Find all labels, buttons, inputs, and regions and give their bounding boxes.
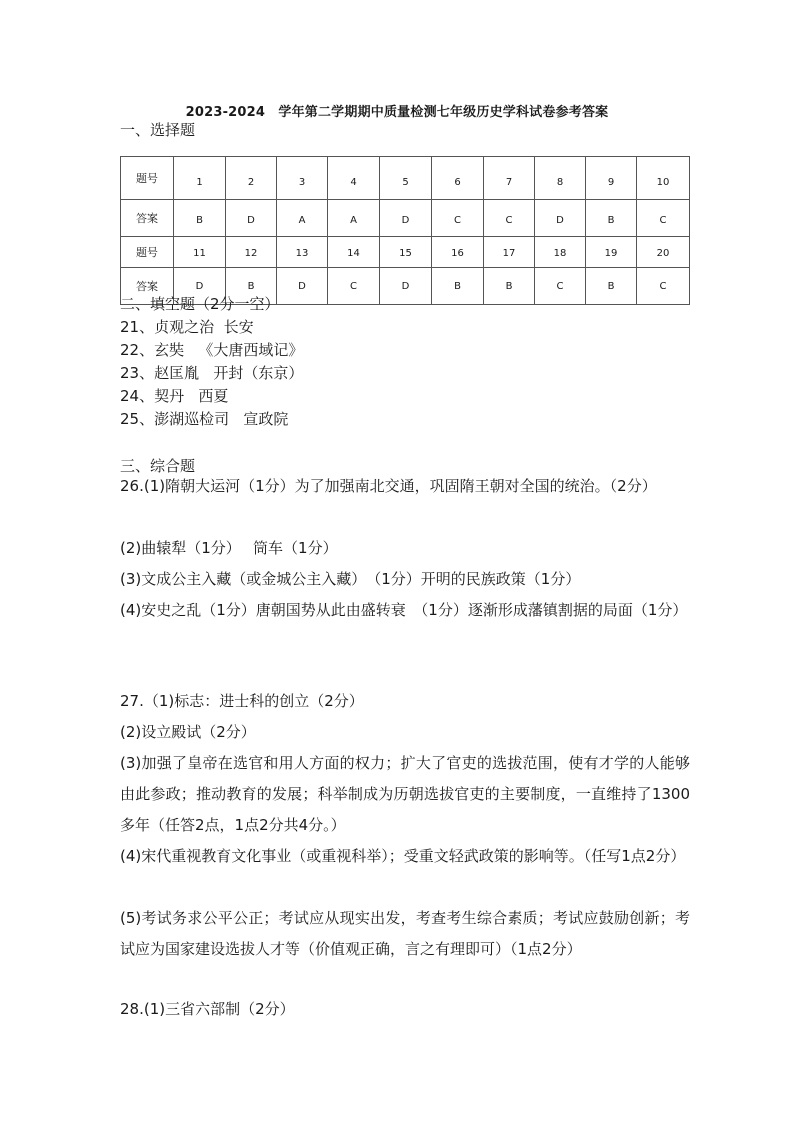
answer-cell: A [328,200,380,237]
question-number-cell: 6 [432,157,484,200]
list-item: 22、玄奘 《大唐西域记》 [120,341,304,359]
q26-part3: (3)文成公主入藏（或金城公主入藏） （1分）开明的民族政策（1分） [120,570,581,588]
q27-part4: (4)宋代重视教育文化事业（或重视科举）；受重文轻武政策的影响等。（任写1点2分） [120,847,686,865]
q28-part1: 28.(1)三省六部制（2分） [120,1000,295,1018]
fill-blank-list [120,316,303,431]
q26-part4: (4)安史之乱（1分）唐朝国势从此由盛转衰 （1分）逐渐形成藩镇割据的局面（1分） [120,601,688,619]
answer-cell: D [277,268,328,305]
question-number-cell: 9 [586,157,637,200]
question-number-cell: 11 [174,237,226,268]
list-item: 21、贞观之治 长安 [120,318,254,336]
answer-cell: B [226,268,277,305]
answer-cell: B [484,268,535,305]
question-number-cell: 12 [226,237,277,268]
section-heading-choice: 一、选择题 [120,121,196,139]
question-number-cell: 1 [174,157,226,200]
answer-cell: C [637,200,690,237]
answer-cell: B [586,268,637,305]
q27-part3: (3)加强了皇帝在选官和用人方面的权力；扩大了官吏的选拔范围，使有才学的人能够由此参政；推动教育的发展；科举制成为历朝选拔官吏的主要制度，一直维持了1300多年（任答2点，1点2分共4分。） [120,754,690,834]
answer-cell: C [637,268,690,305]
answer-cell: B [432,268,484,305]
answer-cell: C [484,200,535,237]
choice-answer-table [120,156,690,305]
q27-part1: 27.（1)标志：进士科的创立（2分） [120,692,364,710]
question-number-cell: 13 [277,237,328,268]
answer-cell: D [174,268,226,305]
q27-part5: (5)考试务求公平公正；考试应从现实出发，考查考生综合素质；考试应鼓励创新；考试应为国家建设选拔人才等（价值观正确，言之有理即可）（1点2分） [120,909,690,958]
question-number-cell: 18 [535,237,586,268]
row-label-number: 题号 [121,157,174,200]
list-item: 24、契丹 西夏 [120,387,229,405]
answer-cell: B [174,200,226,237]
answer-cell: C [432,200,484,237]
section-heading-comprehensive: 三、综合题 [120,457,196,475]
answer-cell: D [535,200,586,237]
question-number-cell: 15 [380,237,432,268]
answer-cell: B [586,200,637,237]
answer-cell: D [380,200,432,237]
row-label-answer: 答案 [121,268,174,305]
list-item: 25、澎湖巡检司 宣政院 [120,410,289,428]
question-number-cell: 14 [328,237,380,268]
table-row-answers-1 [121,200,690,237]
document-title: 2023-2024 学年第二学期期中质量检测七年级历史学科试卷参考答案 [185,105,609,120]
question-number-cell: 2 [226,157,277,200]
q26-part2: (2)曲辕犁（1分） 筒车（1分） [120,539,338,557]
row-label-number: 题号 [121,237,174,268]
question-number-cell: 10 [637,157,690,200]
question-number-cell: 16 [432,237,484,268]
question-number-cell: 4 [328,157,380,200]
answer-cell: D [380,268,432,305]
question-number-cell: 8 [535,157,586,200]
question-number-cell: 7 [484,157,535,200]
answer-cell: D [226,200,277,237]
table-row-numbers-1 [121,157,690,200]
section-heading-fill-blank: 二、填空题（2分一空） [120,295,280,313]
list-item: 23、赵匡胤 开封（东京） [120,364,304,382]
answer-cell: C [535,268,586,305]
question-number-cell: 19 [586,237,637,268]
q27-part2: (2)设立殿试（2分） [120,723,256,741]
q26-part1: 26.(1)隋朝大运河（1分）为了加强南北交通，巩固隋王朝对全国的统治。（2分） [120,477,657,495]
question-number-cell: 17 [484,237,535,268]
row-label-answer: 答案 [121,200,174,237]
answer-cell: A [277,200,328,237]
table-row-numbers-2 [121,237,690,268]
answer-cell: C [328,268,380,305]
question-number-cell: 20 [637,237,690,268]
question-number-cell: 3 [277,157,328,200]
question-number-cell: 5 [380,157,432,200]
